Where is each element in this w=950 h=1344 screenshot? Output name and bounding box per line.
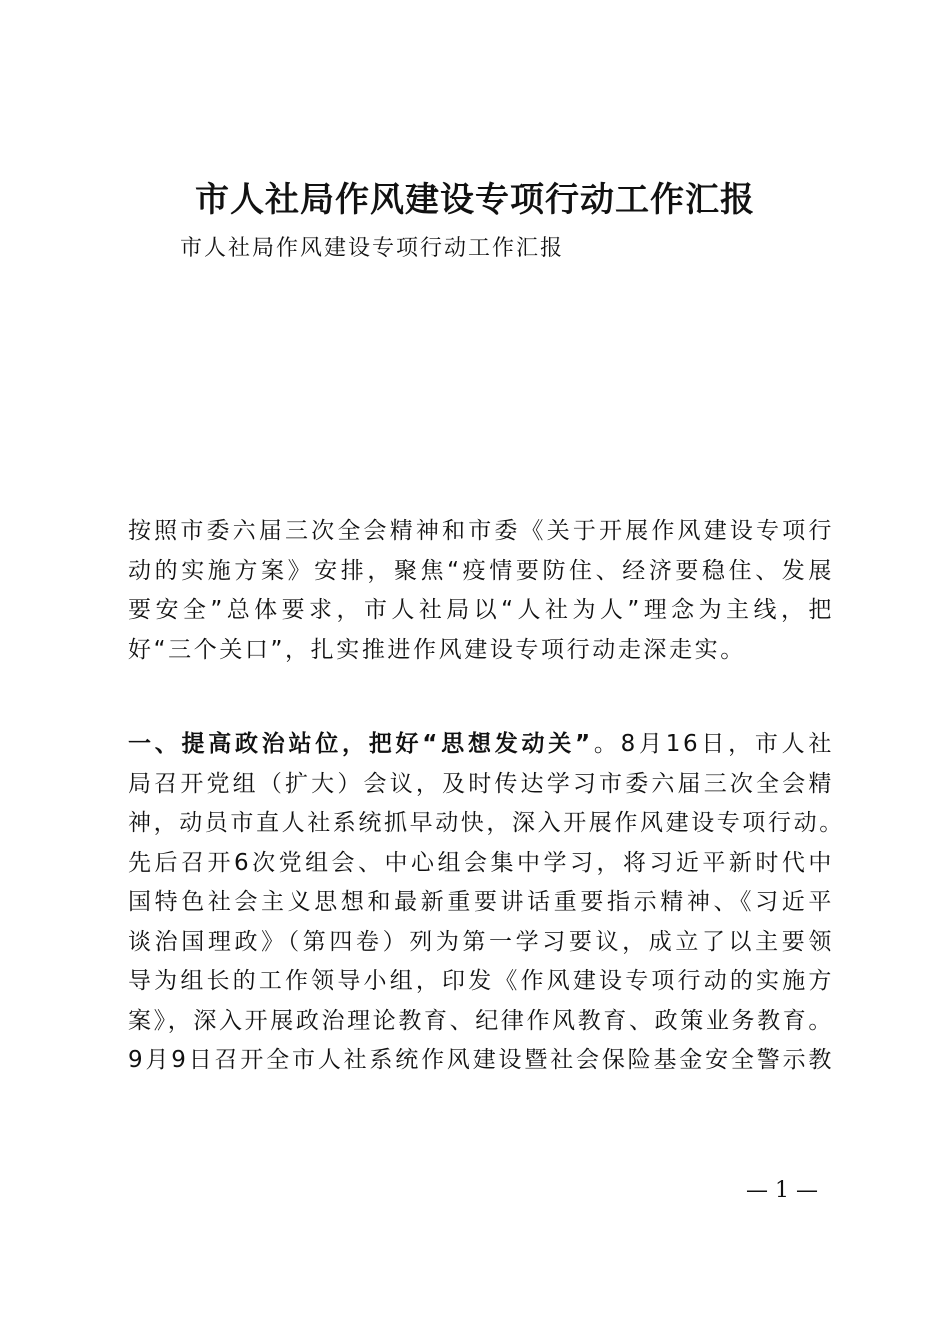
paragraph-line: 局召开党组（扩大）会议，及时传达学习市委六届三次全会精 bbox=[128, 770, 834, 797]
paragraph-line: 按照市委六届三次全会精神和市委《关于开展作风建设专项行 bbox=[128, 518, 834, 544]
document-title: 市人社局作风建设专项行动工作汇报 bbox=[195, 180, 755, 220]
section-heading-continuation: 。8月16日，市人社 bbox=[592, 731, 834, 757]
paragraph-line: 要安全”总体要求，市人社局以“人社为人”理念为主线，把 bbox=[128, 597, 834, 623]
paragraph-line: 9月9日召开全市人社系统作风建设暨社会保险基金安全警示教 bbox=[128, 1047, 834, 1073]
paragraph-line: 导为组长的工作领导小组，印发《作风建设专项行动的实施方 bbox=[128, 968, 834, 994]
paragraph-intro bbox=[128, 512, 834, 670]
paragraph-line: 先后召开6次党组会、中心组会集中学习，将习近平新时代中 bbox=[128, 849, 834, 876]
paragraph-line: 动的实施方案》安排，聚焦“疫情要防住、经济要稳住、发展 bbox=[128, 557, 834, 584]
paragraph-line: 国特色社会主义思想和最新重要讲话重要指示精神、《习近平 bbox=[128, 889, 834, 915]
paragraph-line: 好“三个关口”，扎实推进作风建设专项行动走深走实。 bbox=[128, 636, 746, 663]
paragraph-line: 神，动员市直人社系统抓早动快，深入开展作风建设专项行动。 bbox=[128, 810, 845, 836]
document-subtitle: 市人社局作风建设专项行动工作汇报 bbox=[180, 236, 565, 261]
paragraph-section-one bbox=[128, 725, 845, 1081]
paragraph-line: 谈治国理政》（第四卷）列为第一学习要议，成立了以主要领 bbox=[128, 928, 834, 955]
paragraph-first-line bbox=[128, 725, 834, 765]
paragraph-line: 案》，深入开展政治理论教育、纪律作风教育、政策业务教育。 bbox=[128, 1007, 834, 1034]
page-number: — 1 — bbox=[746, 1178, 818, 1203]
section-heading: 一、提高政治站位，把好“思想发动关” bbox=[128, 731, 593, 757]
